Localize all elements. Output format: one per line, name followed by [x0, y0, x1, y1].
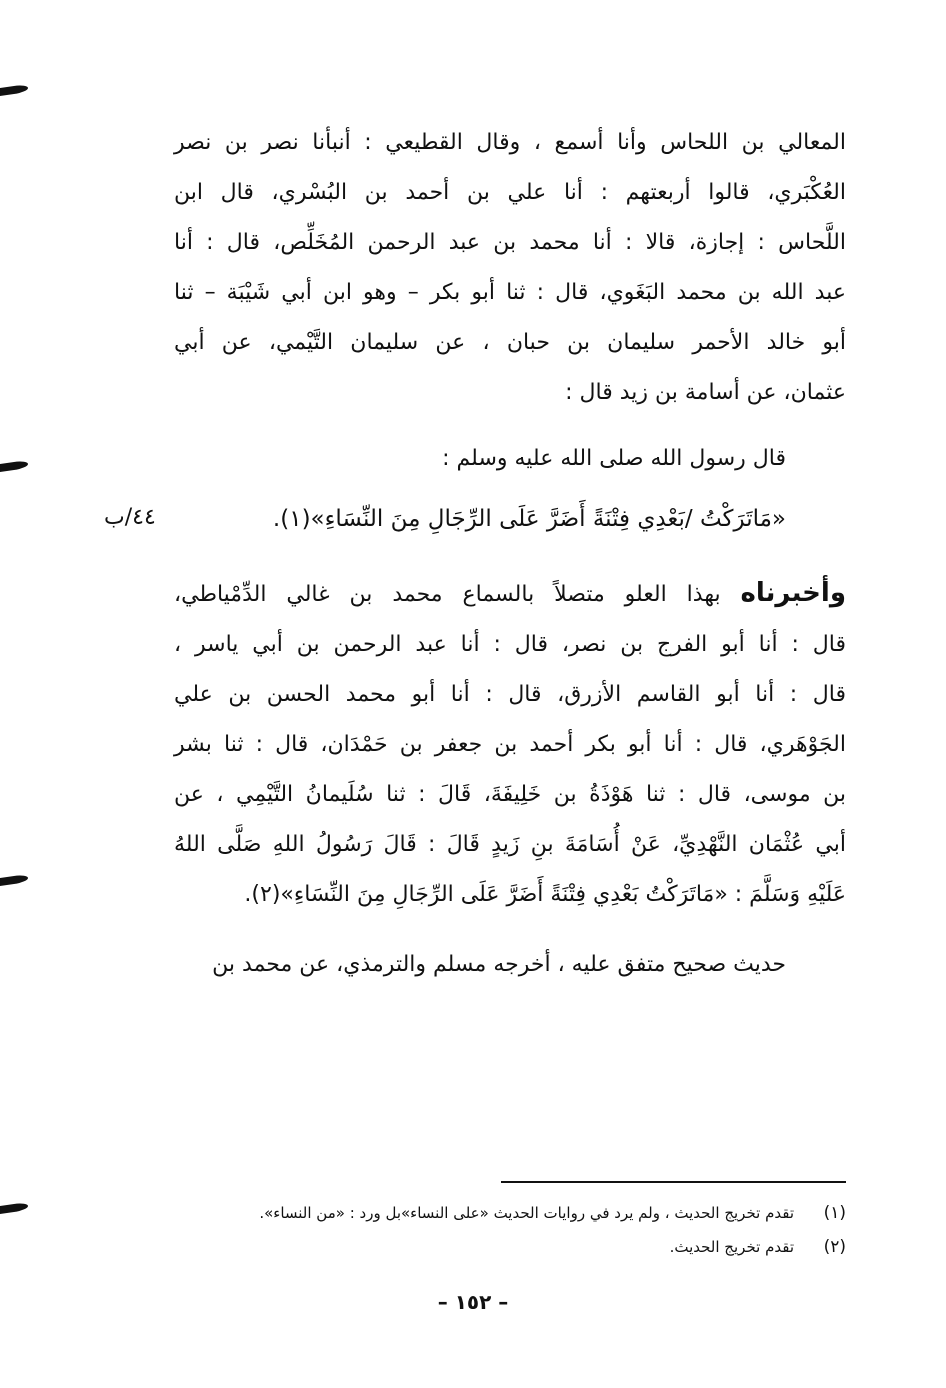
- text-line: أبو خالد الأحمر سليمان بن حبان ، عن سليمان التَّيْمي، عن أبي: [174, 330, 846, 355]
- text-line: بن موسى، قال : ثنا هَوْذَةُ بن خَلِيفَةَ، قَالَ : ثنا سُلَيمانُ التَّيْمِي ، عن: [174, 782, 846, 807]
- lead-word: وأخبرناه: [740, 578, 846, 608]
- text-line: قال : أنا أبو القاسم الأزرق، قال : أنا أبو محمد الحسن بن علي: [174, 682, 846, 707]
- paragraph-grading: حديث صحيح متفق عليه ، أخرجه مسلم والترمذي، عن محمد بن: [212, 952, 786, 977]
- footnote-text: تقدم تخريج الحديث ، ولم يرد في روايات الحديث «على النساء»بل ورد : «من النساء».: [259, 1204, 794, 1222]
- hadith-text: «مَاتَرَكْتُ /بَعْدِي فِتْنَةً أَضَرَّ عَلَى الرِّجَالِ مِنَ النِّسَاءِ»(١).: [272, 506, 786, 532]
- text-line: اللَّحاس : إجازة، قالا : أنا محمد بن عبد الرحمن المُخَلِّص، قال : أنا: [174, 230, 846, 255]
- paragraph-prophet-said: قال رسول الله صلى الله عليه وسلم :: [442, 446, 786, 471]
- footnote: [146, 1230, 846, 1264]
- text-line: عبد الله بن محمد البَغَوي، قال : ثنا أبو بكر – وهو ابن أبي شَيْبَة – ثنا: [174, 280, 846, 305]
- scan-edge-mark: [0, 460, 28, 472]
- paragraph-isnad-1: [174, 118, 846, 418]
- text-line: العُكْبَري، قالوا أربعتهم : أنا علي بن أحمد بن البُسْري، قال ابن: [174, 180, 846, 205]
- footnote-number: (١): [823, 1203, 846, 1223]
- paragraph-isnad-2: [174, 568, 846, 920]
- footnote-number: (٢): [823, 1237, 846, 1257]
- scan-edge-mark: [0, 84, 28, 96]
- folio-margin-note: ٤٤/ب: [104, 505, 156, 530]
- text-line: قال : أنا أبو الفرج بن نصر، قال : أنا عبد الرحمن بن أبي ياسر ،: [174, 632, 846, 657]
- footnotes: [146, 1196, 846, 1264]
- page-number: – ١٥٢ –: [437, 1290, 509, 1314]
- footnote: [146, 1196, 846, 1230]
- text-line-rest: بهذا العلو متصلاً بالسماع محمد بن غالي الدِّمْياطي،: [174, 582, 741, 607]
- text-line: عَلَيْهِ وَسَلَّمَ : «مَاتَرَكْتُ بَعْدِي فِتْنَةً أَضَرَّ عَلَى الرِّجَالِ مِنَ النِّسَاءِ»(٢).: [244, 882, 846, 907]
- text-line: المعالي بن اللحاس وأنا أسمع ، وقال القطيعي : أنبأنا نصر بن نصر: [174, 130, 846, 155]
- text-line: الجَوْهَري، قال : أنا أبو بكر أحمد بن جعفر بن حَمْدَان، قال : ثنا بشر: [174, 732, 846, 757]
- text-line: عثمان، عن أسامة بن زيد قال :: [565, 380, 846, 405]
- footnote-text: تقدم تخريج الحديث.: [669, 1238, 794, 1256]
- scan-edge-mark: [0, 1202, 28, 1214]
- scan-edge-mark: [0, 874, 28, 886]
- footnote-separator: [501, 1181, 846, 1183]
- text-line: [174, 568, 846, 620]
- text-line: أبي عُثْمَان النَّهْدِيِّ، عَنْ أُسَامَةَ بنِ زَيدٍ قَالَ : قَالَ رَسُولُ اللهِ صَلَّى اللهُ: [174, 832, 846, 857]
